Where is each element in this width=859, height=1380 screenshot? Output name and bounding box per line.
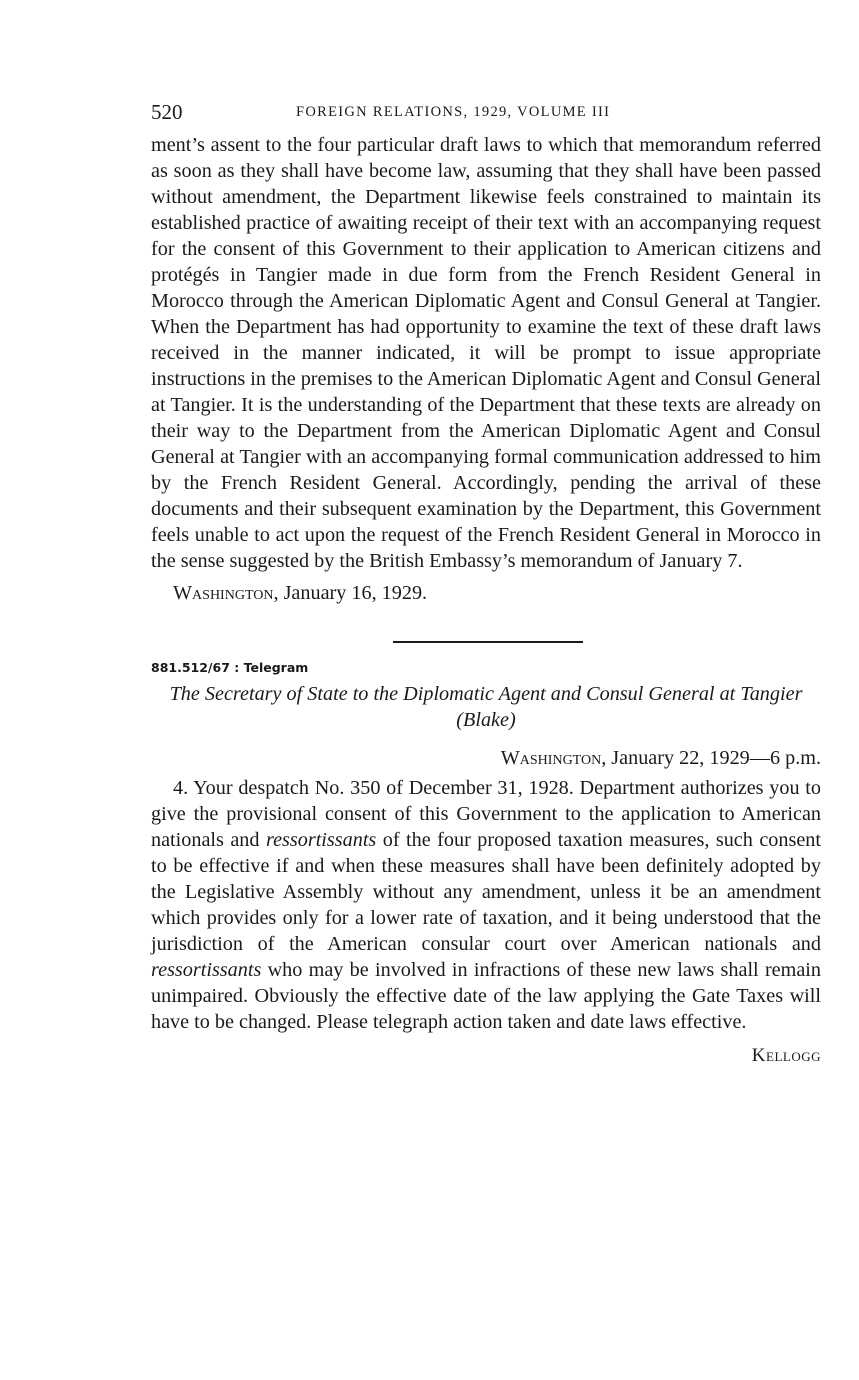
telegram-body-part-3: who may be involved in infractions of these new laws shall remain unimpaired. Obviously the effective date of the law applying the Gate Taxes will have to be changed. Please telegraph action taken and date laws effective. bbox=[151, 959, 821, 1033]
italic-term-ressortissants-2: ressortissants bbox=[151, 959, 262, 981]
telegram-dateline bbox=[151, 745, 821, 771]
italic-term-ressortissants-1: ressortissants bbox=[265, 829, 377, 851]
file-reference: 881.512/67 : Telegram bbox=[151, 660, 309, 675]
section-divider bbox=[393, 641, 583, 643]
running-head-title: FOREIGN RELATIONS, 1929, VOLUME III bbox=[296, 104, 611, 120]
telegram-body-part-1: 4. Your despatch No. 350 of December 31, 1928. Department authorizes you to give the provisional consent of this Government to the application to American nationals and bbox=[151, 777, 821, 851]
document-title: The Secretary of State to the Diplomatic Agent and Consul General at Tangier (Blake) bbox=[169, 683, 803, 731]
telegram-body bbox=[151, 775, 821, 1035]
dateline-date: , January 16, 1929. bbox=[273, 582, 428, 604]
page-number: 520 bbox=[151, 100, 183, 124]
telegram-dateline-date: , January 22, 1929—6 p.m. bbox=[601, 747, 821, 769]
continuation-dateline bbox=[173, 580, 821, 606]
telegram-dateline-place: Washington bbox=[500, 747, 602, 769]
continuation-paragraph: ment’s assent to the four particular draft laws to which that memorandum referred as soon as they shall have become law, assuming that they shall have been passed without amendment, the Department likewise feels constrained to maintain its established practice of awaiting receipt of their text with an accompanying request for the consent of this Government to their application to American citizens and protégés in Tangier made in due form from the French Resident General in Morocco through the American Diplomatic Agent and Consul General at Tangier. When the Department has had opportunity to examine the text of these draft laws received in the manner indicated, it will be prompt to issue appropriate instructions in the premises to the American Diplomatic Agent and Consul General at Tangier. It is the understanding of the Department that these texts are already on their way to the Department from the American Diplomatic Agent and Consul General at Tangier with an accompanying formal communication addressed to him by the French Resident General. Accordingly, pending the arrival of these documents and their subsequent examination by the Department, this Government feels unable to act upon the request of the French Resident General in Morocco in the sense suggested by the British Embassy’s memorandum of January 7. bbox=[151, 134, 821, 572]
signature: Kellogg bbox=[751, 1045, 821, 1066]
dateline-place: Washington bbox=[173, 582, 274, 604]
telegram-body-part-2: of the four proposed taxation measures, such consent to be effective if and when these measures shall have been definitely adopted by the Legislative Assembly without any amendment, unless it be an amendment which provides only for a lower rate of taxation, and it being understood that the jurisdiction of the American consular court over American nationals and bbox=[151, 829, 821, 955]
document-page bbox=[151, 100, 821, 1067]
running-head bbox=[151, 100, 821, 130]
